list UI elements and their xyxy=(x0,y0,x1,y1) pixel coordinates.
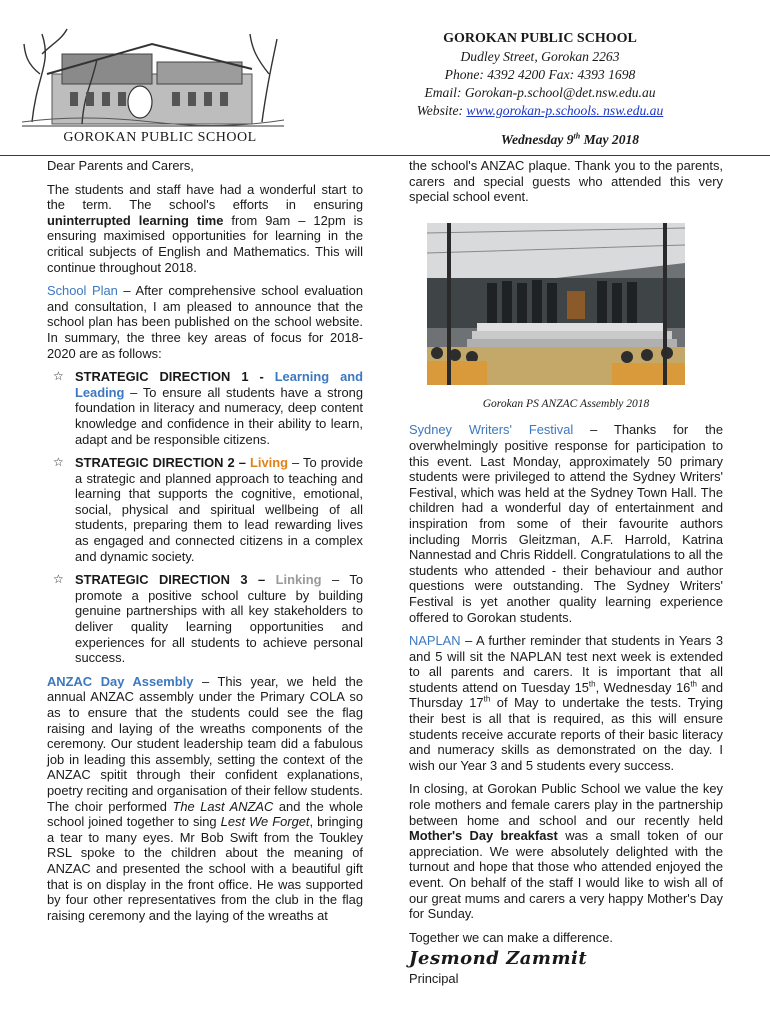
closing-bold: Mother's Day breakfast xyxy=(409,828,558,844)
direction-1-label: STRATEGIC DIRECTION 1 - xyxy=(75,369,275,385)
school-plan-text: – After comprehensive school evaluation and consultation, I am pleased to announce that the school plan has been published on the school website. In summary, the three key areas of focus for 2018-2020 are as follows: xyxy=(47,283,363,361)
direction-3-label: STRATEGIC DIRECTION 3 – xyxy=(75,572,276,588)
anzac-text-b: and the whole school joined together to sing xyxy=(47,798,364,830)
star-bullet-icon: ☆ xyxy=(53,572,64,587)
intro-paragraph xyxy=(47,182,363,276)
anzac-assembly-photo xyxy=(427,223,685,385)
naplan-sup-2: th xyxy=(690,679,697,689)
strategic-direction-3 xyxy=(47,572,363,666)
closing-paragraph xyxy=(409,781,723,921)
intro-bold: uninterrupted learning time xyxy=(47,212,224,228)
right-column xyxy=(409,158,723,987)
naplan-heading: NAPLAN xyxy=(409,633,461,649)
direction-1-name: Learning and Leading xyxy=(75,369,363,400)
direction-2-label: STRATEGIC DIRECTION 2 – xyxy=(75,455,251,471)
together-line: Together we can make a difference. xyxy=(409,929,613,945)
website-link[interactable]: www.gorokan-p.schools. nsw.edu.au xyxy=(466,103,664,118)
principal-title: Principal xyxy=(409,970,459,986)
logo-school-name: GOROKAN PUBLIC SCHOOL xyxy=(63,130,257,145)
direction-1-text: – To ensure all students have a strong foundation in literacy and numeracy, deep content knowledge and confidence in their ability to learn, adapt and be responsible citizens. xyxy=(75,384,363,447)
naplan-text-b: , Wednesday 16 xyxy=(595,679,691,695)
direction-2-text: – To provide a strategic and planned approach to teaching and learning that supports the cognitive, emotional, social, physical and spiritual wellbeing of all students, preparing them to lead rewarding lives as engaged and connected citizens in a complex and dynamic society. xyxy=(75,455,363,564)
anzac-paragraph xyxy=(47,674,363,924)
closing-text-b: was a small token of our appreciation. We were absolutely delighted with the turnout and hope that those who attended enjoyed the event. On behalf of the staff I would like to wish all of our great mums and carers a very happy Mother's Day for Sunday. xyxy=(409,828,723,922)
naplan-paragraph xyxy=(409,633,723,773)
school-contact-block xyxy=(380,30,700,120)
principal-signature: Jesmond Zammit xyxy=(409,948,588,970)
writers-festival-heading: Sydney Writers' Festival xyxy=(409,422,574,438)
school-name: GOROKAN PUBLIC SCHOOL xyxy=(443,31,637,46)
date-month-year: May 2018 xyxy=(580,132,640,147)
intro-text-a: The students and staff have had a wonderful start to the term. The school's efforts in ensuring xyxy=(47,181,363,213)
intro-text-b: from 9am – 12pm is ensuring maximised opportunities for learning in the critical subjects of English and Mathematics. This will continue throughout 2018. xyxy=(47,212,363,275)
naplan-text-a: – A further reminder that students in Years 3 and 5 will sit the NAPLAN test next week is extended to all parents and carers. It is important that all students attend on Tuesday 15 xyxy=(409,633,723,695)
school-plan-paragraph xyxy=(47,283,363,361)
strategic-direction-1 xyxy=(47,369,363,447)
writers-festival-paragraph xyxy=(409,422,723,625)
left-column xyxy=(47,158,363,931)
naplan-sup-1: th xyxy=(588,679,596,689)
star-bullet-icon: ☆ xyxy=(53,455,64,470)
anzac-continued: the school's ANZAC plaque. Thank you to the parents, carers and special guests who attended this very special school event. xyxy=(409,158,723,205)
greeting: Dear Parents and Carers, xyxy=(47,158,194,173)
naplan-sup-3: th xyxy=(483,695,491,705)
anzac-text-c: , bringing a tear to many eyes. Mr Bob Swift from the Toukley RSL spoke to the children about the meaning of ANZAC and presented the school with a beautiful gift that is on display in the front office. He was supported by four other representatives from the club in the flag raising ceremony and the laying of the wreaths at xyxy=(47,814,364,923)
photo-caption: Gorokan PS ANZAC Assembly 2018 xyxy=(482,397,650,410)
anzac-text-a: – This year, we held the annual ANZAC assembly under the Primary COLA so as to ensure that the students could see the flag raising and laying of the wreaths components of the ceremony. Our student leadership team did a fabulous job in leading this assembly, setting the context of the ANZAC spitit through their confident explanations, poetry reciting and organisation of their fellow students. The choir performed xyxy=(47,673,363,814)
strategic-direction-2 xyxy=(47,455,363,564)
direction-3-text: – To promote a positive school culture by building genuine partnerships with all key stakeholders to deliver quality learning opportunities and experiences for all students to achieve personal success. xyxy=(75,572,363,666)
school-email: Email: Gorokan-p.school@det.nsw.edu.au xyxy=(424,85,656,100)
naplan-text-c: and Thursday 17 xyxy=(409,679,723,711)
newsletter-date xyxy=(470,132,670,148)
date-suffix: th xyxy=(573,131,581,141)
anzac-song-2: Lest We Forget xyxy=(220,814,310,830)
naplan-text-d: of May to undertake the tests. Trying their best is all that is required, as this will ensure students receive accurate reports of their basic literacy and numeracy skills as demonstrated on the day. I wish our Year 3 and 5 students every success. xyxy=(409,695,723,773)
school-phone-fax: Phone: 4392 4200 Fax: 4393 1698 xyxy=(444,67,636,82)
direction-3-name: Linking xyxy=(275,572,322,588)
writers-festival-text: – Thanks for the overwhelmingly positive response for participation to this event. Last Monday, approximately 50 primary students were privileged to attend the Sydney Writers' Festival, which was held at the Sydney Town Hall. The children had a wonderful day of entertainment and inspiration from some of their favourite authors including Morris Gleitzman, A.F. Harrold, Katrina Nannestad and Chris Riddell. Congratulations to all the students who attended - their behaviour and author questions were outstanding. The Sydney Writers' Festival is yet another quality learning experience offered to Gorokan students. xyxy=(409,422,723,625)
direction-2-name: Living xyxy=(250,455,288,471)
anzac-heading: ANZAC Day Assembly xyxy=(47,673,194,689)
school-website xyxy=(380,102,700,120)
school-address: Dudley Street, Gorokan 2263 xyxy=(460,49,620,64)
star-bullet-icon: ☆ xyxy=(53,369,64,384)
date-day: Wednesday 9 xyxy=(500,132,574,147)
closing-text-a: In closing, at Gorokan Public School we value the key role mothers and female carers play in the partnership between home and school and our recently held xyxy=(409,781,723,828)
header-divider xyxy=(0,155,770,156)
school-plan-heading: School Plan xyxy=(47,283,118,299)
anzac-song-1: The Last ANZAC xyxy=(172,798,274,814)
website-label: Website: xyxy=(416,103,467,118)
